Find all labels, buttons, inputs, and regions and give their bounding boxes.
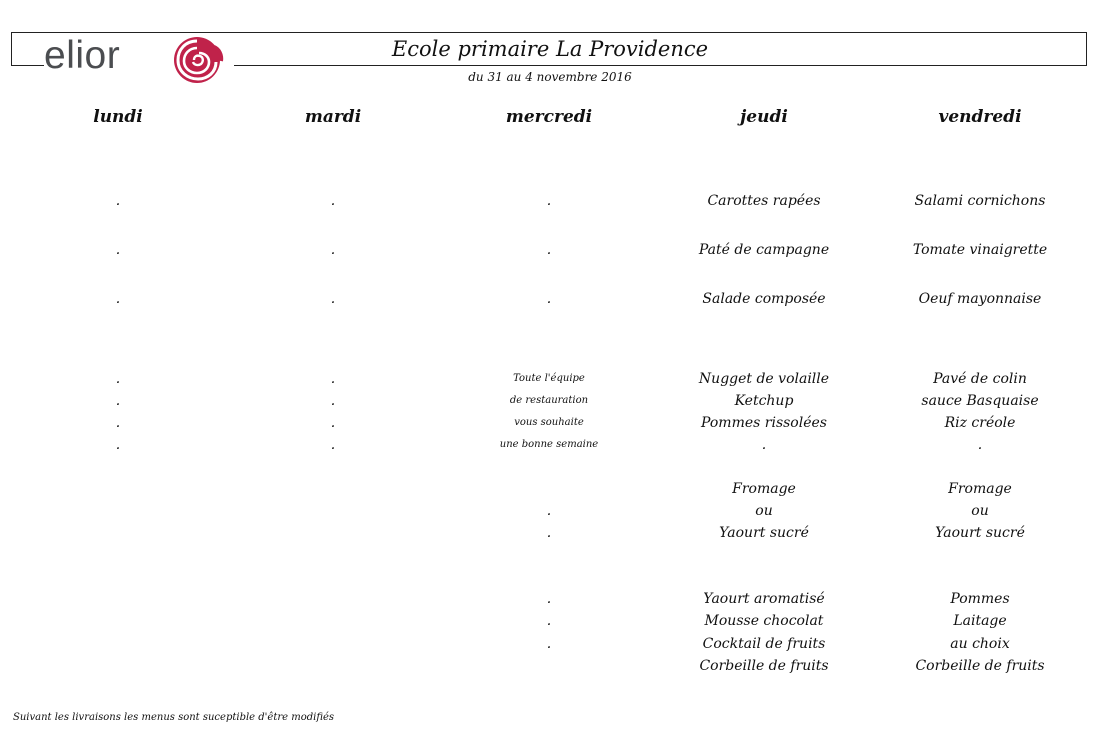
menu-item-vendredi-fromage: Yaourt sucré: [935, 525, 1025, 541]
menu-item-lundi-plat: .: [115, 415, 121, 431]
menu-item-mardi-entrees: .: [330, 291, 336, 307]
menu-item-vendredi-dessert: Pommes: [950, 591, 1010, 607]
date-range: du 31 au 4 novembre 2016: [468, 70, 632, 84]
day-header-mardi: mardi: [304, 107, 362, 127]
menu-item-mercredi-entrees: .: [546, 193, 552, 209]
menu-item-mercredi-fromage: .: [546, 525, 552, 541]
menu-item-lundi-entrees: .: [115, 242, 121, 258]
day-header-jeudi: jeudi: [740, 107, 788, 127]
menu-item-vendredi-dessert: Corbeille de fruits: [915, 658, 1045, 674]
rose-logo-icon: [170, 35, 228, 85]
menu-item-vendredi-fromage: ou: [971, 503, 989, 519]
menu-item-mardi-entrees: .: [330, 242, 336, 258]
menu-item-mercredi-plat: vous souhaite: [514, 417, 584, 428]
menu-item-jeudi-dessert: Cocktail de fruits: [702, 636, 826, 652]
menu-item-mardi-plat: .: [330, 415, 336, 431]
menu-item-lundi-plat: .: [115, 393, 121, 409]
menu-item-jeudi-fromage: Fromage: [732, 481, 796, 497]
menu-item-jeudi-plat: Pommes rissolées: [701, 415, 827, 431]
menu-item-vendredi-fromage: Fromage: [948, 481, 1012, 497]
day-header-vendredi: vendredi: [938, 107, 1022, 127]
menu-item-vendredi-entrees: Oeuf mayonnaise: [918, 291, 1042, 307]
day-header-lundi: lundi: [93, 107, 143, 127]
menu-item-mercredi-dessert: .: [546, 636, 552, 652]
menu-item-mercredi-plat: de restauration: [509, 395, 589, 406]
menu-item-jeudi-dessert: Mousse chocolat: [704, 613, 824, 629]
menu-item-mercredi-plat: une bonne semaine: [499, 439, 599, 450]
menu-item-vendredi-plat: Pavé de colin: [933, 371, 1027, 387]
menu-item-jeudi-fromage: ou: [755, 503, 773, 519]
logo-text: elior: [44, 34, 121, 77]
menu-item-vendredi-plat: Riz créole: [944, 415, 1016, 431]
menu-item-vendredi-entrees: Tomate vinaigrette: [912, 242, 1048, 258]
elior-logo: [44, 33, 234, 85]
menu-item-jeudi-entrees: Carottes rapées: [707, 193, 821, 209]
menu-item-jeudi-entrees: Salade composée: [702, 291, 826, 307]
menu-item-jeudi-dessert: Corbeille de fruits: [699, 658, 829, 674]
menu-item-jeudi-plat: Nugget de volaille: [698, 371, 830, 387]
menu-item-mercredi-entrees: .: [546, 291, 552, 307]
menu-item-jeudi-plat: Ketchup: [734, 393, 794, 409]
menu-item-vendredi-plat: sauce Basquaise: [921, 393, 1039, 409]
menu-item-mardi-entrees: .: [330, 193, 336, 209]
menu-item-mercredi-plat: Toute l'équipe: [513, 373, 585, 384]
menu-item-mercredi-dessert: .: [546, 613, 552, 629]
menu-item-vendredi-entrees: Salami cornichons: [914, 193, 1046, 209]
menu-item-vendredi-dessert: au choix: [950, 636, 1010, 652]
menu-item-jeudi-plat: .: [761, 437, 767, 453]
menu-item-mardi-plat: .: [330, 393, 336, 409]
page-title: Ecole primaire La Providence: [391, 37, 709, 61]
menu-item-lundi-plat: .: [115, 437, 121, 453]
footer-note: Suivant les livraisons les menus sont suceptible d'être modifiés: [13, 712, 335, 723]
menu-item-jeudi-entrees: Paté de campagne: [698, 242, 830, 258]
menu-item-mercredi-dessert: .: [546, 591, 552, 607]
day-header-mercredi: mercredi: [505, 107, 593, 127]
menu-item-mercredi-fromage: .: [546, 503, 552, 519]
menu-item-lundi-entrees: .: [115, 291, 121, 307]
menu-item-lundi-entrees: .: [115, 193, 121, 209]
menu-item-vendredi-plat: .: [977, 437, 983, 453]
menu-item-mardi-plat: .: [330, 437, 336, 453]
menu-item-lundi-plat: .: [115, 371, 121, 387]
menu-item-jeudi-fromage: Yaourt sucré: [719, 525, 809, 541]
menu-item-jeudi-dessert: Yaourt aromatisé: [703, 591, 825, 607]
menu-item-mercredi-entrees: .: [546, 242, 552, 258]
menu-item-mardi-plat: .: [330, 371, 336, 387]
menu-item-vendredi-dessert: Laitage: [953, 613, 1007, 629]
